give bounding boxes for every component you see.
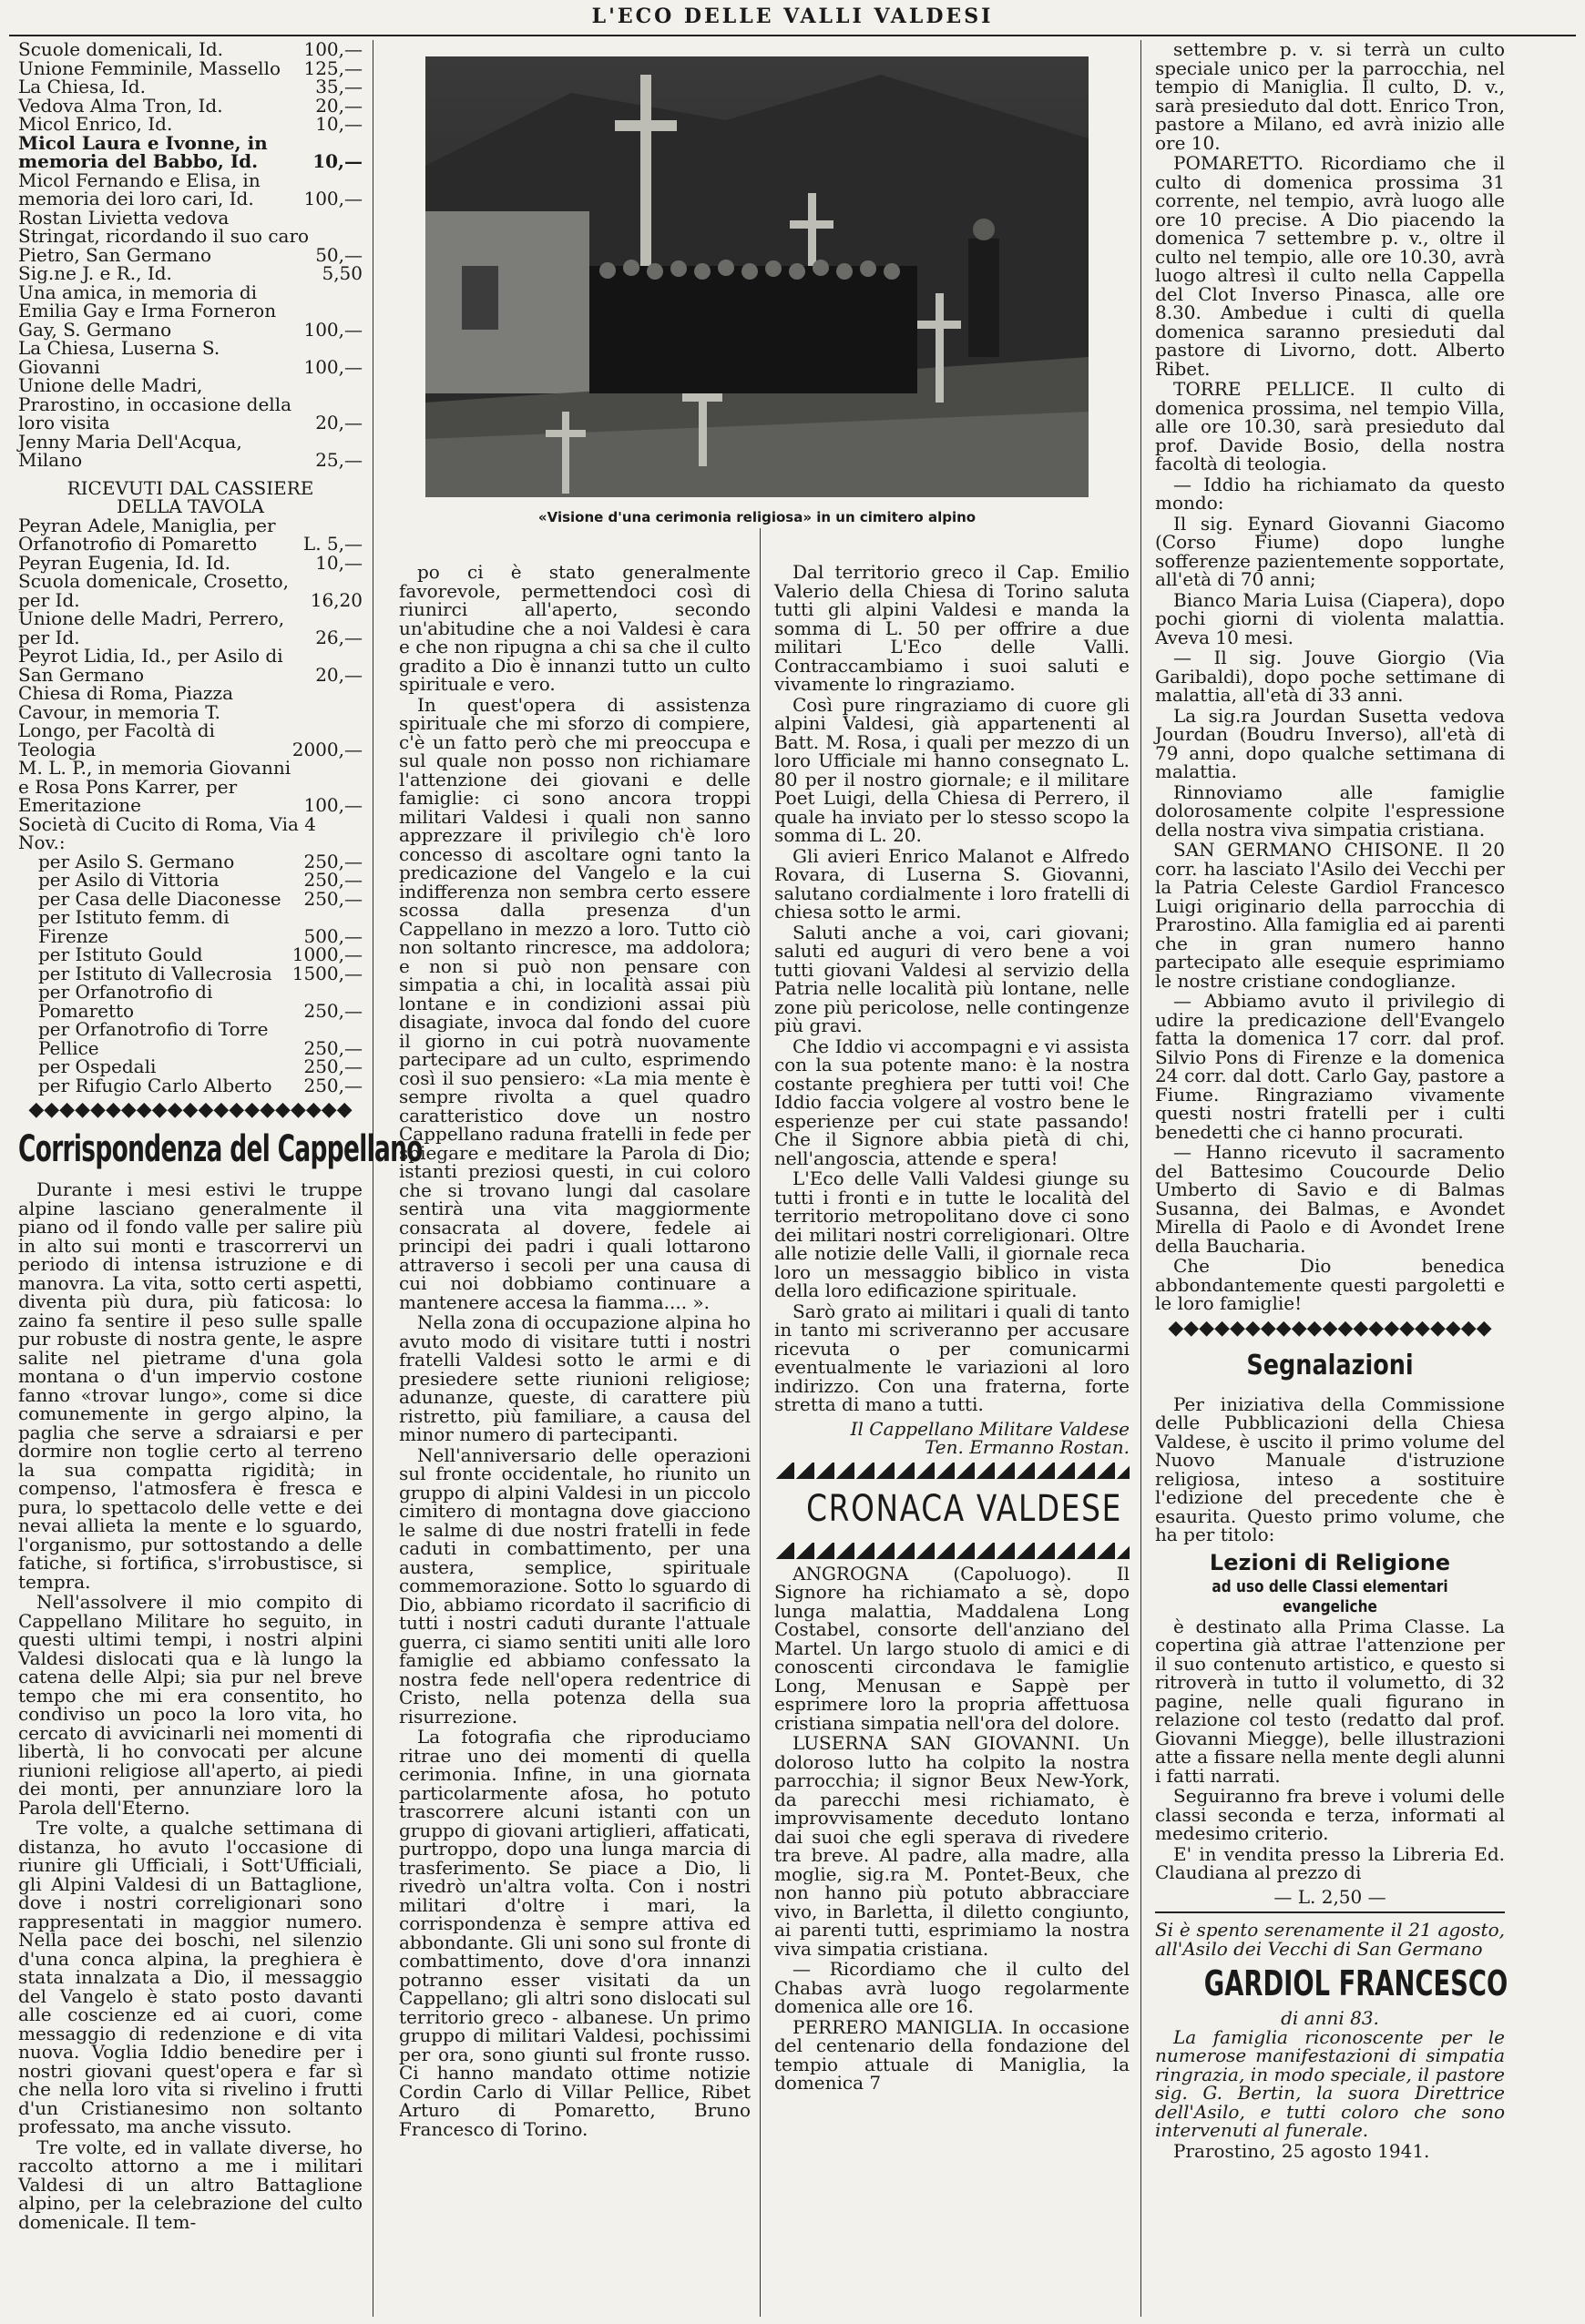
donation-list-cassiere (18, 516, 363, 852)
paragraph: settembre p. v. si terrà un culto speciale unico per la parrocchia, nel tempio di Maniglia. Il culto, D. v., sarà presieduto dal dott. Enrico Tron, pastore a Milano, ed avrà inizio alle ore 10. (1155, 38, 1505, 154)
donation-row (18, 964, 363, 984)
donation-row (18, 852, 363, 872)
column-3 (774, 563, 1130, 2320)
donation-row (18, 572, 363, 609)
donation-name: per Orfanotrofio di Torre Pellice (38, 1018, 269, 1059)
donation-name: Chiesa di Roma, Piazza Cavour, in memoria T. Longo, per Facoltà di Teologia (18, 682, 233, 760)
donation-name: M. L. P., in memoria Giovanni e Rosa Pons Karrer, per Emeritazione (18, 757, 291, 816)
paragraph: Sarò grato ai militari i quali di tanto in tanto mi scriveranno per accusare ricevuta o per comunicarmi eventualmente le variazioni al loro indirizzo. Con una fraterna, forte stretta di mano a tutti. (774, 1300, 1130, 1415)
paragraph: Bianco Maria Luisa (Ciapera), dopo pochi giorni di violenta malattia. Aveva 10 mesi. (1155, 588, 1505, 648)
paragraph: E' in vendita presso la Libreria Ed. Claudiana al prezzo di (1155, 1842, 1505, 1883)
cronaca-paragraph: — Ricordiamo che il culto del Chabas avrà luogo regolarmente domenica alle ore 16. (774, 1958, 1130, 2017)
ornament-divider: ◆◆◆◆◆◆◆◆◆◆◆◆◆◆◆◆◆◆◆◆◆ (28, 1098, 353, 1121)
column-1 (18, 38, 423, 2321)
donation-name: Società di Cucito di Roma, Via 4 Nov.: (18, 812, 317, 853)
donation-row (18, 56, 363, 79)
donation-row (18, 908, 363, 945)
paragraph: Seguiranno fra breve i volumi delle classi seconda e terza, informati al medesimo criterio. (1155, 1785, 1505, 1844)
cronaca-body (774, 1562, 1130, 2094)
cemetery-photo (425, 56, 1089, 497)
donation-amount: 100,— (303, 318, 363, 341)
donation-amount: 250,— (303, 1036, 363, 1059)
obituary-text: La famiglia riconoscente per le numerose manifestazioni di simpatia ringrazia, in modo speciale, il pastore sig. G. Bertin, la suora Direttrice dell'Asilo, e tutti coloro che sono intervenuti al funerale. (1155, 2025, 1505, 2141)
donation-amount: 250,— (303, 1055, 363, 1077)
masthead: L'ECO DELLE VALLI VALDESI (591, 5, 994, 28)
obituary-intro: Si è spento serenamente il 21 agosto, all'Asilo dei Vecchi di San Germano (1155, 1919, 1505, 1960)
donation-amount: 250,— (303, 887, 363, 910)
donation-row (18, 945, 363, 964)
donation-amount: 100,— (303, 38, 363, 60)
paragraph: SAN GERMANO CHISONE. Il 20 corr. ha lasciato l'Asilo dei Vecchi per la Patria Celeste Gardiol Francesco Luigi originario della parrocchia di Prarostino. Alla famiglia ed ai parenti che in gran numero hanno partecipato alle esequie esprimiamo le nostre cristiane condoglianze. (1155, 839, 1505, 992)
ornament-divider: ◆◆◆◆◆◆◆◆◆◆◆◆◆◆◆◆◆◆◆◆◆ (1168, 1316, 1492, 1340)
column-4 (1155, 38, 1508, 2321)
segnalazioni-body (1155, 1617, 1505, 1882)
donation-amount: 250,— (303, 850, 363, 872)
paragraph: Tre volte, a qualche settimana di distanza, ho avuto l'occasione di riunire gli Ufficiali, i Sott'Ufficiali, gli Alpini Valdesi di un Battaglione, dove i nostri correligionari sono rappresentati in maggior numero. Nella pace dei boschi, nel silenzio d'una conca alpina, la preghiera è stata innalzata a Dio, il messaggio del Vangelo è stato posto davanti alle coscienze ed ai cuori, come messaggio di redenzione e di vita nuova. Voglia Iddio benedire per i nostri giovani quest'opera e far sì che nella loro vita si rivelino i frutti d'un Cristianesimo non soltanto professato, ma anche vissuto. (18, 1817, 363, 2137)
donation-name: per Istituto di Vallecrosia (38, 962, 272, 984)
column-4-body (1155, 40, 1505, 1313)
donation-amount: 20,— (315, 94, 363, 117)
donation-name: Peyran Eugenia, Id. Id. (18, 551, 230, 574)
donation-name: Una amica, in memoria di Emilia Gay e Irma Forneron Gay, S. Germano (18, 280, 277, 341)
obituary-place: Prarostino, 25 agosto 1941. (1173, 2139, 1430, 2162)
donation-name: Scuole domenicali, Id. (18, 38, 224, 60)
donation-name: per Casa delle Diaconesse (38, 887, 281, 910)
donation-row (18, 516, 363, 554)
donation-row (18, 1076, 363, 1096)
donation-name: Scuola domenicale, Crosetto, per Id. (18, 570, 289, 611)
donation-row (18, 551, 363, 574)
photo-caption: «Visione d'una cerimonia religiosa» in un cimitero alpino (537, 509, 977, 525)
donation-amount: 1000,— (291, 943, 363, 965)
paragraph: L'Eco delle Valli Valdesi giunge su tutti i fronti e in tutte le località del territorio metropolitano dove ci sono dei militari nostri correligionari. Oltre alle notizie delle Valli, il giornale reca loro un messaggio biblico in vista della loro edificazione spirituale. (774, 1167, 1130, 1301)
donation-name: Rostan Livietta vedova Stringat, ricordando il suo caro Pietro, San Germano (18, 206, 310, 266)
corrispondenza-body (18, 1180, 363, 2231)
donation-row (18, 115, 363, 134)
donation-row (18, 983, 363, 1020)
donation-row (18, 206, 363, 266)
donation-name: per Orfanotrofio di Pomaretto (38, 981, 213, 1022)
donation-row (18, 376, 363, 433)
book-subtitle: ad uso delle Classi elementari evangeliche (1212, 1576, 1448, 1616)
donation-list (18, 40, 363, 470)
donation-amount: 250,— (303, 999, 363, 1022)
donation-amount: 500,— (303, 924, 363, 947)
paragraph: Che Iddio vi accompagni e vi assista con la sua potente mano: è la nostra costante preghiera per tutti voi! Che Iddio faccia volgere al vostro bene le esperienze per cui state passando! Che il Signore abbia pietà di chi, nell'angoscia, attende e spera! (774, 1035, 1130, 1169)
paragraph: po ci è stato generalmente favorevole, permettendoci così di riunirci all'aperto, secondo un'abitudine che a noi Valdesi è cara e che non ripugna a chi sa che il culto gradito a Dio è innanzi tutto un culto spirituale e vero. (399, 561, 751, 695)
donation-amount: L. 5,— (302, 533, 363, 555)
paragraph: Gli avieri Enrico Malanot e Alfredo Rovara, di Luserna S. Giovanni, salutano cordialmente i loro fratelli di chiesa sotto le armi. (774, 844, 1130, 922)
donation-row (18, 684, 363, 759)
obituary-age: di anni 83. (1281, 2007, 1379, 2029)
cronaca-headline: CRONACA VALDESE (806, 1487, 1122, 1530)
donation-row (18, 609, 363, 647)
donation-name: Unione delle Madri, Prarostino, in occasione della loro visita (18, 374, 292, 433)
cemetery-photo-image (425, 56, 1089, 497)
paragraph: Nella zona di occupazione alpina ho avuto modo di visitare tutti i nostri fratelli Valdesi sotto le armi e di presiedere sette riunioni religiose; adunanze, queste, di carattere più ristretto, più familiare, a causa del minor numero di partecipanti. (399, 1311, 751, 1445)
paragraph: Che Dio benedica abbondantemente questi pargoletti e le loro famiglie! (1155, 1255, 1505, 1314)
donation-row (18, 1020, 363, 1057)
column-3-body (774, 563, 1130, 1414)
column-rule (1140, 40, 1141, 2317)
donation-row (18, 264, 363, 283)
donation-row (18, 871, 363, 890)
donation-name: Micol Enrico, Id. (18, 113, 173, 135)
donation-row (18, 759, 363, 815)
donation-amount: 1500,— (291, 962, 363, 984)
donation-amount: 100,— (303, 355, 363, 378)
donation-amount: 100,— (303, 794, 363, 816)
donation-name: per Asilo di Vittoria (38, 869, 220, 891)
donation-amount: 26,— (315, 626, 363, 648)
donation-name: Peyran Adele, Maniglia, per Orfanotrofio di Pomaretto (18, 514, 276, 555)
book-title: Lezioni di Religione (1209, 1549, 1451, 1575)
donation-name: La Chiesa, Luserna S. Giovanni (18, 337, 220, 378)
obituary-name: GARDIOL FRANCESCO (1203, 1963, 1508, 2003)
paragraph: — Il sig. Jouve Giorgio (Via Garibaldi), dopo poche settimane di malattia, all'età di 33 anni. (1155, 647, 1505, 706)
corrispondenza-headline: Corrispondenza del Cappellano (18, 1128, 423, 1170)
donation-name: Unione Femminile, Massello (18, 56, 281, 79)
donation-row (18, 1057, 363, 1076)
donation-row (18, 812, 363, 853)
donation-amount: 35,— (315, 76, 363, 97)
paragraph: Saluti anche a voi, cari giovani; saluti ed auguri di vero bene a voi tutti giovani Valdesi al servizio della Patria nelle località più lontane, nelle zone più pericolose, nelle contingenze più gravi. (774, 921, 1130, 1036)
paragraph: POMARETTO. Ricordiamo che il culto di domenica prossima 31 corrente, nel tempio, avrà luogo alle ore 10 precise. A Dio piacendo la domenica 7 settembre p. v., oltre il culto nel tempio, alle ore 10.30, avrà luogo altresì il culto nella Cappella del Clot Inverso Pinasca, alle ore 8.30. Ambedue i culti di quella domenica saranno presieduti dal pastore di Livorno, dott. Alberto Ribet. (1155, 152, 1505, 380)
paragraph: Nell'assolvere il mio compito di Cappellano Militare ho seguito, in questi ultimi tempi, i nostri alpini Valdesi dislocati qua e là lungo la catena delle Alpi; sia pur nel breve tempo che mi era consentito, ho condiviso un poco la loro vita, ho cercato di avvicinarli nei momenti di libertà, li ho convocati per alcune riunioni religiose all'aperto, ai piedi dei monti, per annunziare loro la Parola dell'Eterno. (18, 1591, 363, 1819)
signature-title: Il Cappellano Militare Valdese (850, 1417, 1130, 1440)
donation-amount: 10,— (315, 551, 363, 574)
donation-name: La Chiesa, Id. (18, 76, 146, 97)
paragraph: Durante i mesi estivi le truppe alpine lasciano generalmente il piano od il fondo valle per salire più in alto sui monti e trascorrervi un periodo di intensa istruzione e di manovra. La vita, sotto certi aspetti, diventa più dura, più faticosa: lo zaino fa sentire il peso sulle spalle pur robuste di nostra gente, le aspre salite nel pietrame d'una gola montana o d'un impervio costone fanno «trovar lungo», come si dice comunemente in gergo alpino, la paglia che serve a sdraiarsi e per dormire non toglie certo al terreno la sua compatta rigidità; in compenso, l'atmosfera è fresca e pura, lo spettacolo delle vette e dei nevai allieta la mente e lo sguardo, l'organismo, pur sottostando a delle fatiche, si fortifica, s'irrobustisce, si tempra. (18, 1178, 363, 1593)
paragraph: — Iddio ha richiamato da questo mondo: (1155, 473, 1505, 514)
donation-name: Jenny Maria Dell'Acqua, Milano (18, 430, 242, 471)
donation-amount: 125,— (303, 56, 363, 79)
paragraph: Rinnoviamo alle famiglie dolorosamente colpite l'espressione della nostra viva simpatia cristiana. (1155, 780, 1505, 841)
cronaca-paragraph: LUSERNA SAN GIOVANNI. Un doloroso lutto ha colpito la nostra parrocchia; il signor Beux New-York, da parecchi mesi richiamato, è improvvisamente deceduto lontano dai suoi che egli sperava di rivedere tra breve. Al padre, alla madre, alla moglie, sig.ra M. Pontet-Beux, che non hanno più potuto abbracciare vivo, in Barletta, il diletto congiunto, ai parenti tutti, esprimiamo la nostra viva simpatia cristiana. (774, 1732, 1130, 1960)
segnalazioni-headline: Segnalazioni (1246, 1349, 1414, 1381)
column-2-body (399, 563, 751, 2138)
paragraph: Dal territorio greco il Cap. Emilio Valerio della Chiesa di Torino saluta tutti gli alpini Valdesi e manda la somma di L. 50 per offrire a due militari L'Eco delle Valli. Contraccambiamo i suoi saluti e vivamente lo ringraziamo. (774, 561, 1130, 695)
cassiere-heading: RICEVUTI DAL CASSIERE DELLA TAVOLA (66, 476, 314, 517)
column-2 (399, 563, 751, 2320)
paragraph: Tre volte, ed in vallate diverse, ho raccolto attorno a me i militari Valdesi di un altro Battaglione alpino, per la celebrazione del culto domenicale. Il tem- (18, 2135, 363, 2233)
donation-name: per Rifugio Carlo Alberto (38, 1074, 272, 1096)
donation-row (18, 647, 363, 684)
paragraph: — Abbiamo avuto il privilegio di udire la predicazione dell'Evangelo fatta la domenica 17 corr. dal prof. Silvio Pons di Firenze e la domenica 24 corr. dal dott. Carlo Gay, pastore a Fiume. Ringraziamo vivamente questi nostri fratelli per i culti benedetti che ci hanno procurati. (1155, 990, 1505, 1143)
donation-row (18, 131, 363, 172)
donation-amount: 50,— (315, 243, 363, 266)
donation-amount: 10,— (312, 150, 363, 172)
donation-name: per Istituto femm. di Firenze (38, 906, 230, 947)
donation-amount: 250,— (303, 1074, 363, 1096)
donation-list-societa (18, 852, 363, 1096)
donation-row (18, 168, 363, 209)
donation-name: Micol Fernando e Elisa, in memoria dei loro cari, Id. (18, 168, 261, 209)
zigzag-divider (774, 1463, 1130, 1479)
paragraph: In quest'opera di assistenza spirituale che mi sforzo di compiere, c'è un fatto però che mi preoccupa e sul quale non posso non richiamare l'attenzione dei giovani e delle famiglie: ci sono ancora troppi militari Valdesi i quali non sanno apprezzare il privilegio ch'è loro concesso di ascoltare ogni tanto la predicazione del Vangelo e la cui indifferenza non sembra certo essere scossa dalla presenza d'un Cappellano in mezzo a loro. Tutto ciò non soltanto rincresce, ma addolora; e non si può non pensare con simpatia a chi, in località assai più lontane e in condizioni assai più disagiate, invoca dal fondo del cuore il giorno in cui potrà nuovamente partecipare ad un culto, esprimendo così il suo pensiero: «La mia mente è sempre rivolta a quel quadro caratteristico dove un nostro Cappellano raduna fratelli in fede per spiegare e meditare la Parola di Dio; istanti preziosi questi, in cui coloro che si trovano lungi dal casolare sentirà una vita maggiormente consacrata al dovere, fedele ai principi dei padri i quali lottarono attraverso i secoli per una causa di cui noi dobbiamo continuare a mantenere accesa la fiamma.... ». (399, 693, 751, 1313)
donation-row (18, 40, 363, 59)
donation-row (18, 339, 363, 376)
cronaca-paragraph: PERRERO MANIGLIA. In occasione del centenario della fondazione del tempio attuale di Maniglia, la domenica 7 (774, 2015, 1130, 2094)
donation-row (18, 94, 363, 117)
donation-amount: 10,— (315, 113, 363, 135)
donation-amount: 5,50 (322, 262, 363, 284)
book-price: — L. 2,50 — (1273, 1885, 1386, 1908)
donation-name: Unione delle Madri, Perrero, per Id. (18, 607, 285, 648)
zigzag-divider (774, 1543, 1130, 1559)
donation-amount: 2000,— (291, 738, 363, 760)
cronaca-paragraph: ANGROGNA (Capoluogo). Il Signore ha richiamato a sè, dopo lunga malattia, Maddalena Long Costabel, consorte dell'anziano del Martel. Un largo stuolo di amici e di conoscenti circondava le famiglie Long, Menusan e Sappè per esprimere loro la propria affettuosa cristiana simpatia nell'ora del dolore. (774, 1562, 1130, 1734)
masthead-rule (9, 35, 1576, 36)
paragraph: La fotografia che riproduciamo ritrae uno dei momenti di quella cerimonia. Infine, in una giornata particolarmente afosa, ho potuto trascorrere alcuni istanti con un gruppo di giovani artiglieri, affaticati, purtroppo, dopo una lunga marcia di trasferimento. Se piace a Dio, li rivedrò un'altra volta. Con i nostri militari d'oltre i mari, la corrispondenza è sempre attiva ed abbondante. Gli uni sono sul fronte di combattimento, dove d'ora innanzi potranno esser visitati da un Cappellano; gli altri sono dislocati sul territorio greco - albanese. Un primo gruppo di militari Valdesi, pochissimi per ora, sono giunti sul fronte russo. Ci hanno mandato ottime notizie Cordin Carlo di Villar Pellice, Ribet Arturo di Pomaretto, Bruno Francesco di Torino. (399, 1726, 751, 2140)
donation-amount: 250,— (303, 869, 363, 891)
donation-name: per Ospedali (38, 1055, 157, 1077)
obituary-rule (1155, 1911, 1505, 1913)
paragraph: La sig.ra Jourdan Susetta vedova Jourdan (Boudru Inverso), all'età di 79 anni, dopo qualche settimana di malattia. (1155, 704, 1505, 782)
donation-row (18, 887, 363, 910)
donation-row (18, 280, 363, 341)
donation-name: Peyrot Lidia, Id., per Asilo di San Germano (18, 645, 283, 686)
paragraph: Il sig. Eynard Giovanni Giacomo (Corso Fiume) dopo lunghe sofferenze pazientemente sopportate, all'età di 70 anni; (1155, 512, 1505, 590)
donation-row (18, 430, 363, 471)
paragraph: Nell'anniversario delle operazioni sul fronte occidentale, ho riunito un gruppo di alpini Valdesi in un piccolo cimitero di montagna dove giacciono le salme di due nostri fratelli in fede caduti in combattimento, per una austera, semplice, spirituale commemorazione. Sotto lo sguardo di Dio, abbiamo ricordato il sacrificio di tutti i nostri caduti durante l'attuale guerra, ci siamo sentiti uniti alle loro famiglie ed abbiamo confessato la nostra fede nell'opera redentrice di Cristo, nella potenza della sua risurrezione. (399, 1443, 751, 1728)
paragraph: Così pure ringraziamo di cuore gli alpini Valdesi, già appartenenti al Batt. M. Rosa, i quali per mezzo di un loro Ufficiale mi hanno consegnato L. 80 per il nostro giornale; e il militare Poet Luigi, della Chiesa di Perrero, il quale ha inviato per lo stesso scopo la somma di L. 20. (774, 693, 1130, 846)
segnalazioni-text: Per iniziativa della Commissione delle Pubblicazioni della Chiesa Valdese, è uscito il primo volume del Nuovo Manuale d'istruzione religiosa, inteso a sostituire l'edizione del precedente che è esaurita. Questo primo volume, che ha per titolo: (1155, 1392, 1505, 1545)
donation-amount: 100,— (303, 188, 363, 209)
donation-name: per Asilo S. Germano (38, 850, 235, 872)
donation-name: Vedova Alma Tron, Id. (18, 94, 223, 117)
donation-name: Sig.ne J. e R., Id. (18, 262, 172, 284)
donation-amount: 20,— (315, 412, 363, 433)
paragraph: è destinato alla Prima Classe. La copertina già attrae l'attenzione per il suo contenuto artistico, e questo si ritroverà in tutto il volumetto, di 32 pagine, nelle quali figurano in relazione col testo (redatto dal prof. Giovanni Miegge), belle illustrazioni atte a fissare nella mente degli alunni i fatti narrati. (1155, 1615, 1505, 1787)
donation-row (18, 77, 363, 97)
donation-amount: 16,20 (310, 588, 363, 611)
paragraph: TORRE PELLICE. Il culto di domenica prossima, nel tempio Villa, alle ore 10.30, sarà presieduto dal prof. Davide Bosio, della nostra facoltà di teologia. (1155, 378, 1505, 474)
donation-name: per Istituto Gould (38, 943, 203, 965)
donation-amount: 25,— (315, 449, 363, 471)
signature-name: Ten. Ermanno Rostan. (925, 1436, 1130, 1458)
paragraph: — Hanno ricevuto il sacramento del Battesimo Coucourde Delio Umberto di Savio e di Balmas Susanna, dei Balmas, e Avondet Mirella di Paolo e di Avondet Irene della Baucharia. (1155, 1141, 1505, 1257)
donation-name: Micol Laura e Ivonne, in memoria del Babbo, Id. (18, 131, 268, 172)
column-rule (760, 528, 761, 2317)
donation-amount: 20,— (315, 663, 363, 686)
